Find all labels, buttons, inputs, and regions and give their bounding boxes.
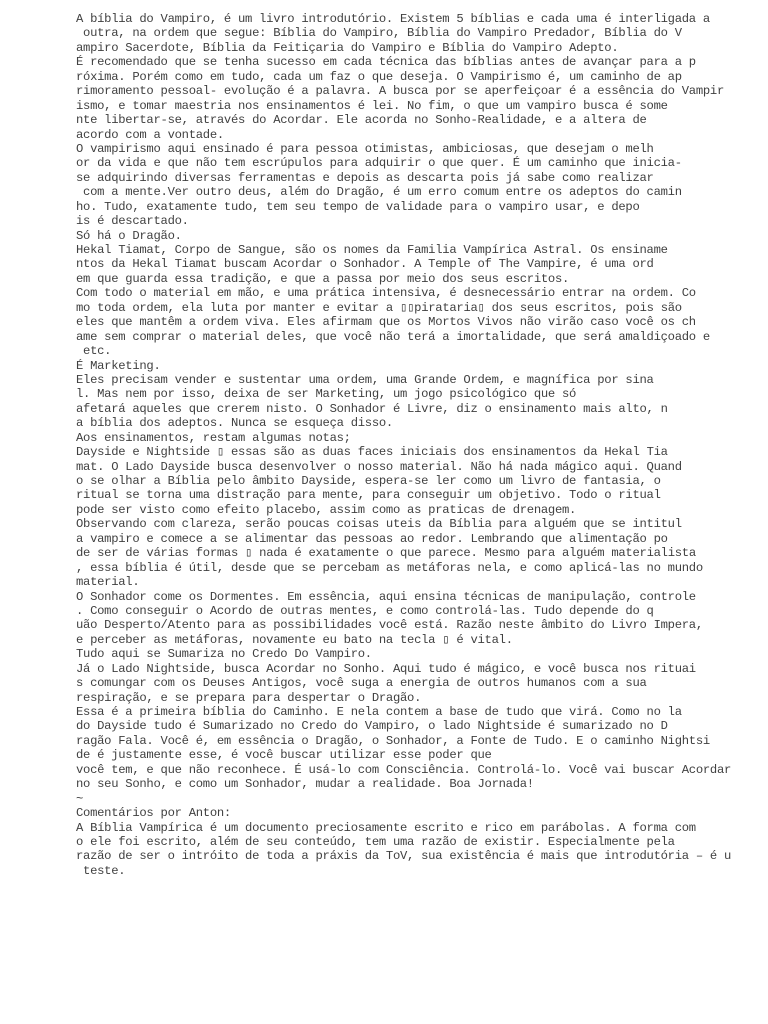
- text-line: Dayside e Nightside ▯ essas são as duas faces iniciais dos ensinamentos da Hekal Tia: [76, 445, 668, 460]
- text-line: eles que mantêm a ordem viva. Eles afirmam que os Mortos Vivos não virão caso você os ch: [76, 315, 696, 330]
- text-line: Eles precisam vender e sustentar uma ordem, uma Grande Ordem, e magnífica por sina: [76, 372, 654, 387]
- text-line: Aos ensinamentos, restam algumas notas;: [76, 430, 351, 445]
- text-line: de é justamente esse, é você buscar utilizar esse poder que: [76, 748, 492, 763]
- document-body: [76, 12, 766, 878]
- text-line: ragão Fala. Você é, em essência o Dragão, o Sonhador, a Fonte de Tudo. E o caminho Nightsi: [76, 733, 710, 748]
- text-line: afetará aqueles que crerem nisto. O Sonhador é Livre, diz o ensinamento mais alto, n: [76, 401, 668, 416]
- text-line: ntos da Hekal Tiamat buscam Acordar o Sonhador. A Temple of The Vampire, é uma ord: [76, 257, 654, 272]
- text-line: ho. Tudo, exatamente tudo, tem seu tempo de validade para o vampiro usar, e depo: [76, 199, 640, 214]
- text-line: nte libertar-se, através do Acordar. Ele acorda no Sonho-Realidade, e a altera de: [76, 113, 647, 128]
- text-line: Já o Lado Nightside, busca Acordar no Sonho. Aqui tudo é mágico, e você busca nos rituai: [76, 661, 696, 676]
- text-line: or da vida e que não tem escrúpulos para adquirir o que quer. É um caminho que inicia-: [76, 156, 682, 171]
- text-line: o ele foi escrito, além de seu conteúdo, tem uma razão de existir. Especialmente pela: [76, 834, 675, 849]
- text-line: É recomendado que se tenha sucesso em cada técnica das bíblias antes de avançar para a p: [76, 55, 696, 70]
- text-line: o se olhar a Bíblia pelo âmbito Dayside, espera-se ler como um livro de fantasia, o: [76, 474, 661, 488]
- text-line: ismo, e tomar maestria nos ensinamentos é lei. No fim, o que um vampiro busca é some: [76, 98, 668, 113]
- text-line: Com todo o material em mão, e uma prática intensiva, é desnecessário entrar na ordem. Co: [76, 286, 696, 301]
- text-line: etc.: [76, 344, 112, 359]
- text-line: de ser de várias formas ▯ nada é exatamente o que parece. Mesmo para alguém materialista: [76, 546, 696, 561]
- text-line: se adquirindo diversas ferramentas e depois as descarta pois já sabe como realizar: [76, 170, 654, 185]
- text-line: no seu Sonho, e como um Sonhador, mudar a realidade. Boa Jornada!: [76, 777, 534, 792]
- text-line: outra, na ordem que segue: Bíblia do Vampiro, Bíblia do Vampiro Predador, Bíblia do V: [76, 26, 682, 41]
- text-line: pode ser visto como efeito placebo, assim como as praticas de drenagem.: [76, 502, 577, 517]
- text-line: ~: [76, 791, 84, 806]
- text-line: O vampirismo aqui ensinado é para pessoa otimistas, ambiciosas, que desejam o melh: [76, 141, 654, 156]
- text-line: razão de ser o intróito de toda a práxis da ToV, sua existência é mais que introdutória – é u: [76, 849, 732, 864]
- text-line: você tem, e que não reconhece. É usá-lo com Consciência. Controlá-lo. Você vai buscar Acordar: [76, 762, 732, 777]
- text-line: Comentários por Anton:: [76, 806, 231, 821]
- text-line: É Marketing.: [76, 358, 161, 373]
- text-line: A Bíblia Vampírica é um documento preciosamente escrito e rico em parábolas. A forma com: [76, 820, 696, 835]
- text-line: O Sonhador come os Dormentes. Em essência, aqui ensina técnicas de manipulação, controle: [76, 589, 696, 604]
- text-line: ampiro Sacerdote, Bíblia da Feitiçaria do Vampiro e Bíblia do Vampiro Adepto.: [76, 40, 619, 55]
- text-line: Só há o Dragão.: [76, 228, 182, 243]
- text-line: Observando com clareza, serão poucas coisas uteis da Bíblia para alguém que se intitul: [76, 517, 682, 532]
- text-line: A bíblia do Vampiro, é um livro introdutório. Existem 5 bíblias e cada uma é interligada a: [76, 12, 710, 26]
- text-line: rimoramento pessoal- evolução é a palavra. A busca por se aperfeiçoar é a essência do Vampir: [76, 84, 725, 99]
- text-line: a vampiro e comece a se alimentar das pessoas ao redor. Lembrando que alimentação po: [76, 531, 668, 546]
- text-line: is é descartado.: [76, 214, 189, 229]
- text-line: com a mente.Ver outro deus, além do Dragão, é um erro comum entre os adeptos do camin: [76, 185, 682, 200]
- text-line: acordo com a vontade.: [76, 127, 224, 142]
- text-line: . Como conseguir o Acordo de outras mentes, e como controlá-las. Tudo depende do q: [76, 603, 654, 618]
- text-line: Hekal Tiamat, Corpo de Sangue, são os nomes da Familia Vampírica Astral. Os ensiname: [76, 243, 668, 257]
- text-line: material.: [76, 575, 140, 590]
- text-line: uão Desperto/Atento para as possibilidades você está. Razão neste âmbito do Livro Impera,: [76, 618, 703, 633]
- text-line: l. Mas nem por isso, deixa de ser Marketing, um jogo psicológico que só: [76, 387, 577, 402]
- text-line: mo toda ordem, ela luta por manter e evitar a ▯▯pirataria▯ dos seus escritos, pois são: [76, 300, 682, 315]
- text-line: s comungar com os Deuses Antigos, você suga a energia de outros humanos com a sua: [76, 676, 647, 691]
- text-line: , essa bíblia é útil, desde que se percebam as metáforas nela, e como aplicá-las no mundo: [76, 560, 703, 575]
- text-line: em que guarda essa tradição, e que a passa por meio dos seus escritos.: [76, 271, 570, 286]
- text-line: róxima. Porém como em tudo, cada um faz o que deseja. O Vampirismo é, um caminho de ap: [76, 69, 682, 84]
- text-line: e perceber as metáforas, novamente eu bato na tecla ▯ é vital.: [76, 632, 513, 647]
- text-line: ame sem comprar o material deles, que você não terá a imortalidade, que será amaldiçoado e: [76, 329, 710, 344]
- text-line: a bíblia dos adeptos. Nunca se esqueça disso.: [76, 416, 393, 431]
- text-line: Tudo aqui se Sumariza no Credo Do Vampiro.: [76, 647, 372, 662]
- text-line: do Dayside tudo é Sumarizado no Credo do Vampiro, o lado Nightside é sumarizado no D: [76, 719, 668, 734]
- text-line: Essa é a primeira bíblia do Caminho. E nela contem a base de tudo que virá. Como no la: [76, 705, 682, 719]
- text-line: mat. O Lado Dayside busca desenvolver o nosso material. Não há nada mágico aqui. Quand: [76, 459, 682, 474]
- text-line: respiração, e se prepara para despertar o Dragão.: [76, 690, 422, 705]
- text-line: ritual se torna uma distração para mente, para conseguir um objetivo. Todo o ritual: [76, 488, 661, 503]
- text-line: teste.: [76, 863, 126, 878]
